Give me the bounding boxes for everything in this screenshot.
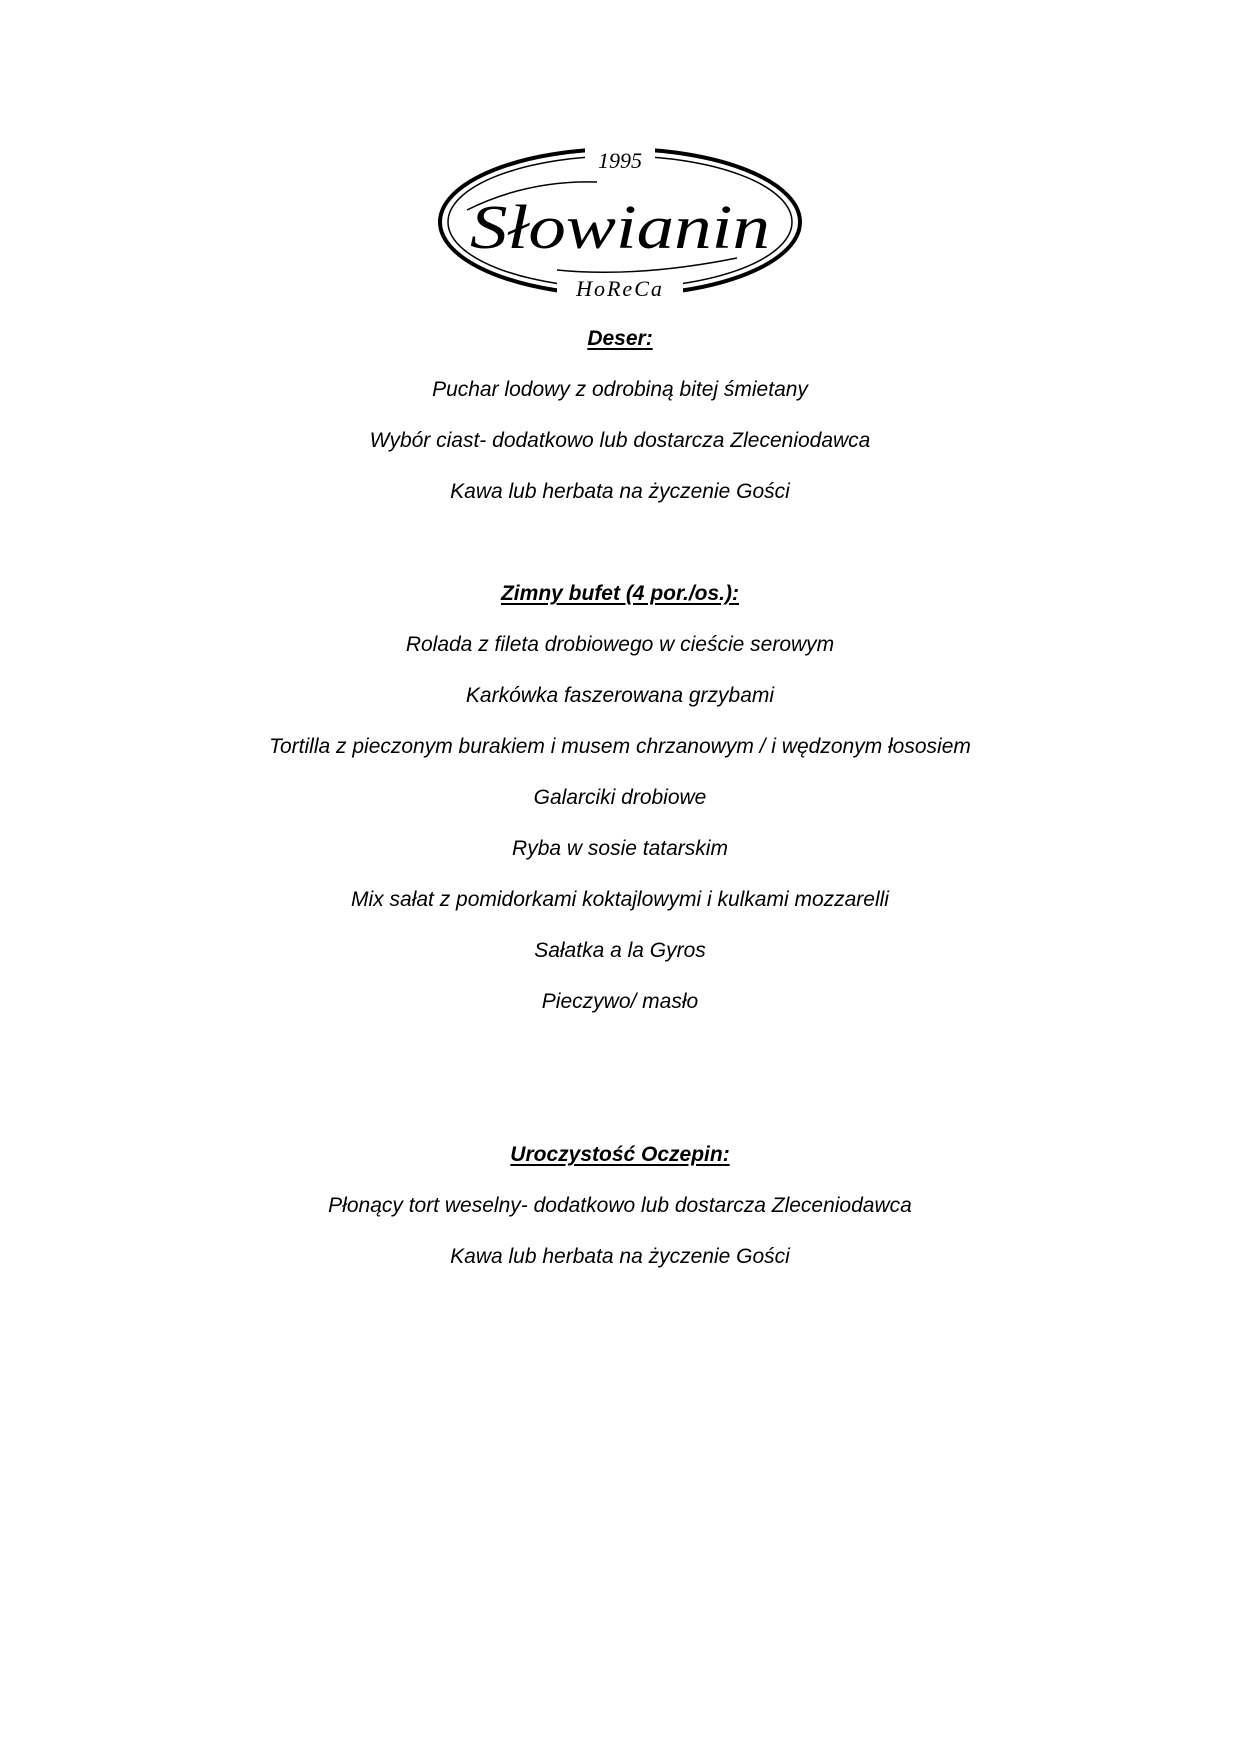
menu-item: Rolada z fileta drobiowego w cieście serowym	[405, 633, 835, 656]
menu-item: Tortilla z pieczonym burakiem i musem chrzanowym / i wędzonym łososiem	[269, 735, 971, 758]
menu-item: Sałatka a la Gyros	[534, 939, 706, 962]
section-heading-oczepiny: Uroczystość Oczepin:	[510, 1143, 730, 1166]
menu-item: Mix sałat z pomidorkami koktajlowymi i kulkami mozzarelli	[351, 888, 889, 911]
menu-item: Płonący tort weselny- dodatkowo lub dostarcza Zleceniodawca	[328, 1194, 912, 1217]
logo-brand: Słowianin	[470, 194, 770, 262]
menu-item: Kawa lub herbata na życzenie Gości	[450, 480, 790, 503]
menu-item: Puchar lodowy z odrobiną bitej śmietany	[432, 378, 808, 401]
logo-subtitle: HoReCa	[576, 276, 664, 300]
menu-item: Karkówka faszerowana grzybami	[465, 684, 775, 707]
section-heading-zimny-bufet: Zimny bufet (4 por./os.):	[500, 582, 739, 605]
section-heading-deser: Deser:	[587, 327, 653, 350]
menu-item: Kawa lub herbata na życzenie Gości	[450, 1245, 790, 1268]
menu-item: Ryba w sosie tatarskim	[512, 837, 728, 860]
menu-item: Galarciki drobiowe	[533, 786, 707, 809]
menu-item: Wybór ciast- dodatkowo lub dostarcza Zleceniodawca	[369, 429, 871, 452]
menu-item: Pieczywo/ masło	[541, 990, 699, 1013]
slowianin-logo	[437, 140, 803, 300]
logo-year: 1995	[598, 148, 642, 173]
